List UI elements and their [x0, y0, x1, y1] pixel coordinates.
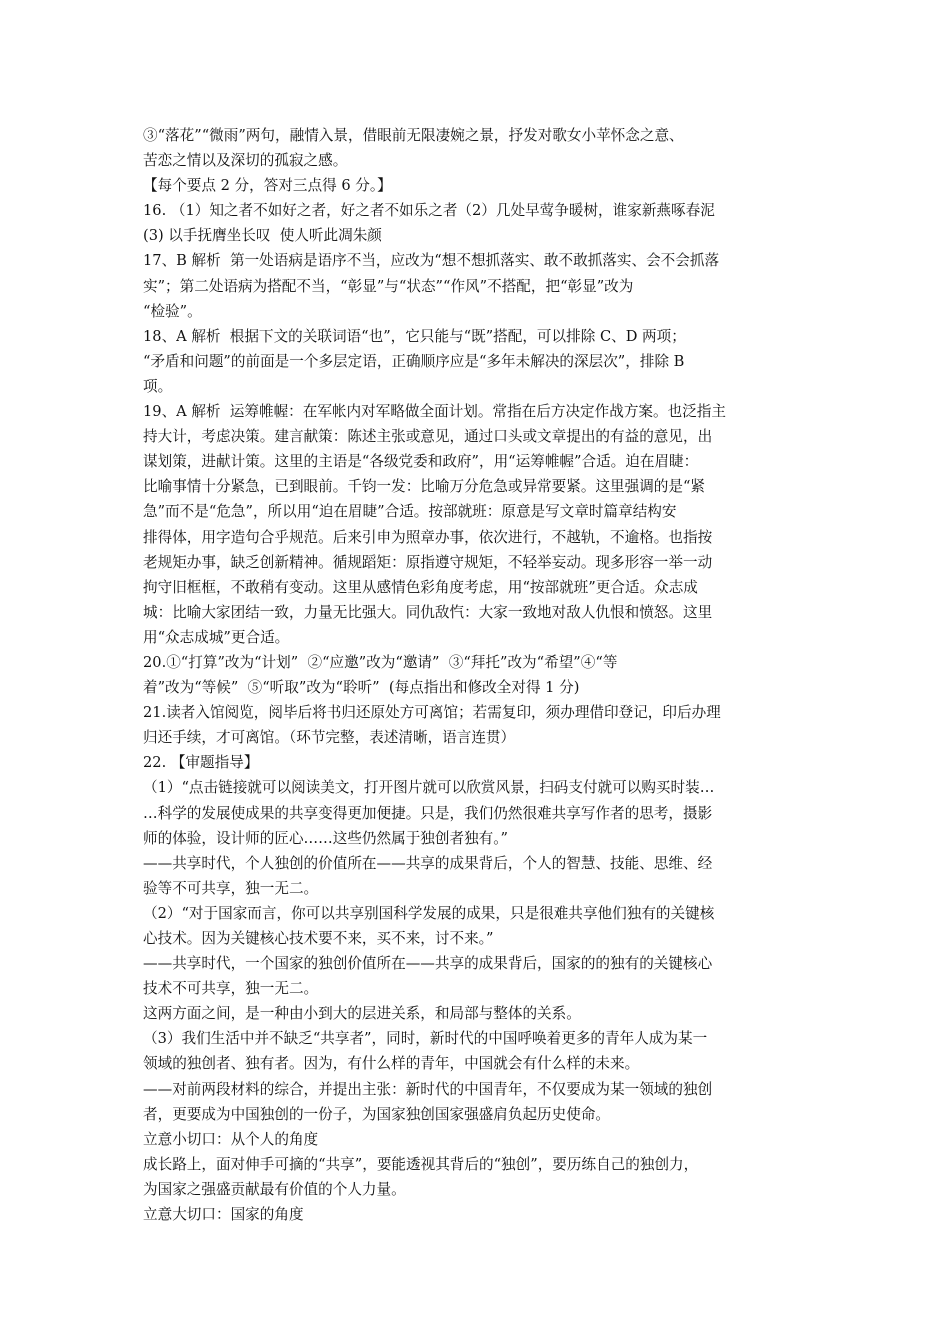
text-line: 排得体，用字造句合乎规范。后来引申为照章办事，依次进行，不越轨，不逾格。也指按: [143, 528, 713, 546]
text-line: 技术不可共享，独一无二。: [143, 980, 319, 998]
text-line: 为国家之强盛贡献最有价值的个人力量。: [143, 1180, 406, 1198]
text-line: “检验”。: [143, 302, 202, 320]
text-line: 心技术。因为关键核心技术要不来，买不来，讨不来。”: [143, 930, 494, 947]
text-line: 成长路上，面对伸手可摘的“共享”，要能透视其背后的“独创”，要历练自己的独创力，: [143, 1155, 699, 1173]
text-line: 苦恋之情以及深切的孤寂之感。: [143, 152, 348, 170]
text-line: 验等不可共享，独一无二。: [143, 879, 319, 897]
text-line: 持大计，考虑决策。建言献策：陈述主张或意见，通过口头或文章提出的有益的意见，出: [143, 428, 713, 446]
text-line: 21.读者入馆阅览，阅毕后将书归还原处方可离馆；若需复印，须办理借印登记，印后办理: [143, 704, 721, 722]
text-line: 比喻事情十分紧急，已到眼前。千钧一发：比喻万分危急或异常要紧。这里强调的是“紧: [143, 478, 706, 496]
text-line: 16. （1）知之者不如好之者，好之者不如乐之者（2）几处早莺争暖树，谁家新燕啄春泥: [143, 202, 715, 220]
text-line: 者，更要成为中国独创的一份子，为国家独创国家强盛肩负起历史使命。: [143, 1105, 611, 1123]
text-line: 城：比喻大家团结一致，力量无比强大。同仇敌忾：大家一致地对敌人仇恨和愤怒。这里: [143, 603, 713, 621]
text-line: ——共享时代，一个国家的独创价值所在——共享的成果背后，国家的的独有的关键核心: [143, 955, 713, 973]
text-line: ——共享时代，个人独创的价值所在——共享的成果背后，个人的智慧、技能、思维、经: [143, 854, 713, 872]
text-line: 谋划策，进献计策。这里的主语是“各级党委和政府”，用“运筹帷幄”合适。迫在眉睫：: [143, 453, 699, 471]
text-line: （2）“对于国家而言，你可以共享别国科学发展的成果，只是很难共享他们独有的关键核: [143, 904, 715, 922]
text-line: 领域的独创者、独有者。因为，有什么样的青年，中国就会有什么样的未来。: [143, 1055, 640, 1073]
text-line: 急”而不是“危急”，所以用“迫在眉睫”合适。按部就班：原意是写文章时篇章结构安: [143, 503, 677, 521]
text-line: 师的体验，设计师的匠心……这些仍然属于独创者独有。”: [143, 829, 509, 847]
text-line: 20.①“打算”改为“计划” ②“应邀”改为“邀请” ③“拜托”改为“希望”④“等: [143, 653, 618, 671]
text-line: 立意大切口：国家的角度: [143, 1206, 304, 1224]
text-line: 项。: [143, 377, 173, 395]
text-line: 归还手续，才可离馆。（环节完整，表述清晰，语言连贯）: [143, 729, 516, 747]
text-line: 这两方面之间，是一种由小到大的层进关系，和局部与整体的关系。: [143, 1005, 581, 1023]
text-line: 19、A 解析 运筹帷幄：在军帐内对军略做全面计划。常指在后方决定作战方案。也泛指主: [143, 403, 726, 421]
text-line: （1）“点击链接就可以阅读美文，打开图片就可以欣赏风景，扫码支付就可以购买时装…: [143, 779, 715, 797]
text-line: 老规矩办事，缺乏创新精神。循规蹈矩：原指遵守规矩，不轻举妄动。现多形容一举一动: [143, 553, 713, 571]
text-line: “矛盾和问题”的前面是一个多层定语，正确顺序应是“多年未解决的深层次”，排除 B: [143, 352, 685, 370]
text-line: ——对前两段材料的综合，并提出主张：新时代的中国青年，不仅要成为某一领域的独创: [143, 1080, 713, 1098]
text-line: 22. 【审题指导】: [143, 754, 259, 772]
text-line: 着”改为“等候” ⑤“听取”改为“聆听” (每点指出和修改全对得 1 分): [143, 679, 580, 697]
text-line: (3) 以手抚膺坐长叹 使人听此凋朱颜: [143, 227, 382, 245]
text-line: 【每个要点 2 分，答对三点得 6 分。】: [143, 177, 392, 195]
text-line: 立意小切口：从个人的角度: [143, 1130, 319, 1148]
text-line: ③“落花”“微雨”两句，融情入景，借眼前无限凄婉之景，抒发对歌女小苹怀念之意、: [143, 127, 684, 144]
text-line: 用“众志成城”更合适。: [143, 628, 290, 646]
text-line: …科学的发展使成果的共享变得更加便捷。只是，我们仍然很难共享写作者的思考，摄影: [143, 804, 713, 822]
document-body: [143, 123, 815, 1227]
text-line: 18、A 解析 根据下文的关联词语“也”，它只能与“既”搭配，可以排除 C、D 两项；: [143, 327, 686, 345]
text-line: 拘守旧框框，不敢稍有变动。这里从感情色彩角度考虑，用“按部就班”更合适。众志成: [143, 578, 698, 596]
text-line: （3）我们生活中并不缺乏“共享者”，同时，新时代的中国呼唤着更多的青年人成为某一: [143, 1030, 708, 1048]
text-line: 17、B 解析 第一处语病是语序不当，应改为“想不想抓落实、敢不敢抓落实、会不会抓落: [143, 252, 720, 270]
text-line: 实”；第二处语病为搭配不当，“彰显”与“状态”“作风”不搭配，把“彰显”改为: [143, 277, 634, 295]
